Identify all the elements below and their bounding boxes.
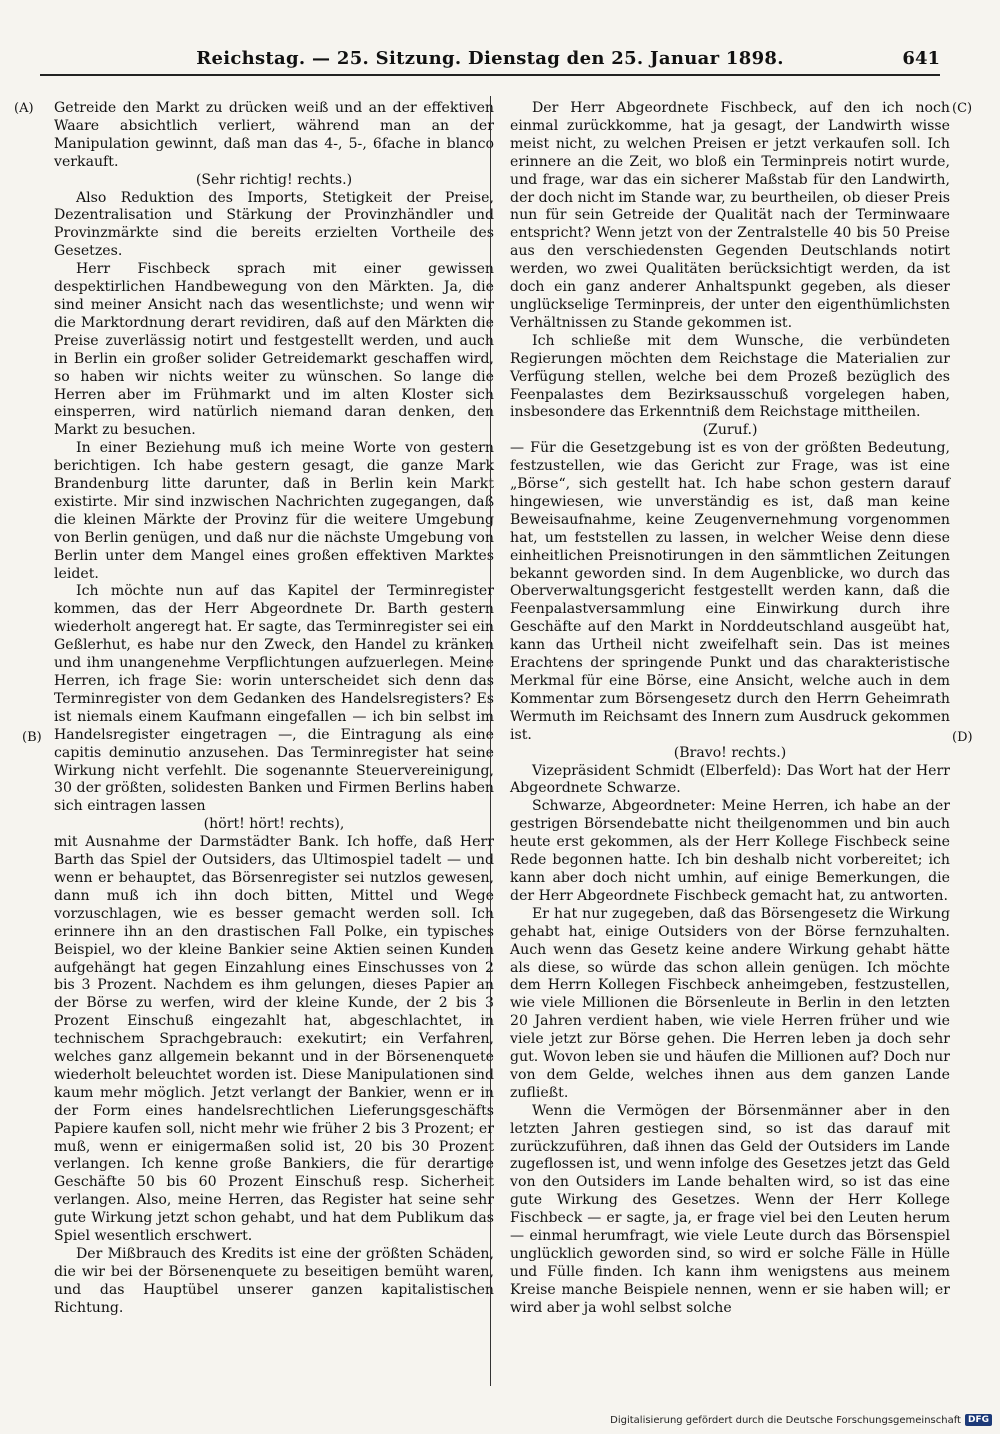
left-column-paragraph: In einer Beziehung muß ich meine Worte von gestern berichtigen. Ich habe gestern gesagt, die ganze Mark Brandenburg litte darunter, daß in Berlin kein Markt existirte. Mir sind inzwischen Nachrichten zugegangen, daß die kleinen Märkte der Provinz für die weitere Umgebung von Berlin genügen, und daß nur die nächste Umgebung von Berlin unter dem Mangel eines großen effektiven Marktes leidet. bbox=[54, 440, 494, 582]
right-column-paragraph: Der Herr Abgeordnete Fischbeck, auf den ich noch einmal zurückkomme, hat ja gesagt, der Landwirth wisse meist nicht, zu welchen Preisen er jetzt verkaufen soll. Ich erinnere an die Zeit, wo bloß ein Terminpreis notirt wurde, und frage, war das ein sicherer Maßstab für den Landwirth, der doch nicht im Stande war, zu beurtheilen, ob dieser Preis nun für sein Getreide der Qualität nach der Terminwaare entspricht? Wenn jetzt von der Zentralstelle 40 bis 50 Preise aus den verschiedensten Gegenden Deutschlands notirt werden, wo zwei Qualitäten berücksichtigt werden, da ist doch ein ganz anderer Anhaltspunkt gegeben, als dieser unglückselige Terminpreis, der unter den eigenthümlichsten Verhältnissen zu Stande gekommen ist. bbox=[510, 100, 950, 331]
footer-credit: Digitalisierung gefördert durch die Deutsche Forschungsgemeinschaft bbox=[610, 1414, 961, 1426]
page-footer bbox=[610, 1414, 992, 1426]
page-title: Reichstag. — 25. Sitzung. Dienstag den 25. Januar 1898. bbox=[196, 48, 784, 69]
right-column-paragraph: Schwarze, Abgeordneter: Meine Herren, ich habe an der gestrigen Börsendebatte nicht theilgenommen und bin auch heute erst gekommen, als der Herr Kollege Fischbeck seine Rede begonnen hatte. Ich bin deshalb nicht vorbereitet; ich kann aber doch nicht umhin, auf einige Bemerkungen, die der Herr Abgeordnete Fischbeck gemacht hat, zu antworten. bbox=[510, 798, 950, 904]
right-column-paragraph: Ich schließe mit dem Wunsche, die verbündeten Regierungen möchten dem Reichstage die Materialien zur Verfügung stellen, welche bei dem Prozeß bezüglich des Feenpalastes dem Bezirksausschuß vorgelegen haben, insbesondere das Erkenntniß dem Reichstage mittheilen. bbox=[510, 332, 950, 421]
right-column-paragraph: (Zuruf.) bbox=[702, 422, 758, 439]
right-column-paragraph: Vizepräsident Schmidt (Elberfeld): Das Wort hat der Herr Abgeordnete Schwarze. bbox=[510, 762, 950, 797]
right-column-paragraph: — Für die Gesetzgebung ist es von der größten Bedeutung, festzustellen, wie das Gericht zur Frage, was ist eine „Börse“, sich gestellt hat. Ich habe schon gestern darauf hingewiesen, wie unverständig es ist, daß man keine Beweisaufnahme, keine Zeugenvernehmung vorgenommen hat, um feststellen zu lassen, in welcher Weise denn diese einheitlichen Preisnotirungen in den sämmtlichen Zeitungen bekannt geworden sind. In dem Augenblicke, wo durch das Oberverwaltungsgericht festgestellt werden kann, daß die Feenpalastversammlung eine Einwirkung durch ihre Geschäfte auf den Markt in Norddeutschland ausgeübt hat, kann das Urtheil nicht zweifelhaft sein. Das ist meines Erachtens der springende Punkt und das charakteristische Merkmal für eine Börse, eine Ansicht, welche auch in dem Kommentar zum Börsengesetz durch den Herrn Geheimrath Wermuth im Reichsamt des Innern zum Ausdruck gekommen ist. bbox=[510, 440, 950, 743]
right-column-paragraph: Wenn die Vermögen der Börsenmänner aber in den letzten Jahren gestiegen sind, so ist das darauf mit zurückzuführen, daß ihnen das Geld der Outsiders im Lande zugeflossen ist, und wenn infolge des Gesetzes jetzt das Geld von den Outsiders im Lande behalten wird, so ist das eine gute Wirkung des Gesetzes. Wenn der Herr Kollege Fischbeck — er sagte, ja, er frage viel bei den Leuten herum — einmal herumfragt, wie viele Leute durch das Börsenspiel unglücklich geworden sind, so wird er solche Fälle in Hülle und Fülle finden. Ich kann ihm wenigstens aus meinem Kreise manche Beispiele nennen, wenn er sie haben will; er wird aber ja wohl selbst solche bbox=[510, 1102, 950, 1316]
column-divider bbox=[490, 96, 491, 1386]
margin-marker-d: (D) bbox=[952, 730, 973, 745]
left-column-paragraph: Der Mißbrauch des Kredits ist eine der größten Schäden, die wir bei der Börsenenquete zu beseitigen bemüht waren, und das Hauptübel unserer ganzen kapitalistischen Richtung. bbox=[54, 1246, 494, 1316]
left-column-paragraph: Getreide den Markt zu drücken weiß und an der effektiven Waare absichtlich verliert, während man an der Manipulation gewinnt, daß man das 4-, 5-, 6fache in blanco verkauft. bbox=[54, 100, 494, 170]
left-column-paragraph: Also Reduktion des Imports, Stetigkeit der Preise, Dezentralisation und Stärkung der Provinzhändler und Provinzmärkte sind die bereits erzielten Vortheile des Gesetzes. bbox=[54, 189, 494, 260]
left-column bbox=[54, 100, 494, 1318]
right-column bbox=[510, 100, 950, 1318]
margin-marker-a: (A) bbox=[14, 101, 34, 116]
left-column-paragraph: Ich möchte nun auf das Kapitel der Terminregister kommen, das der Herr Abgeordnete Dr. Barth gestern wiederholt angeregt hat. Er sagte, das Terminregister sei ein Geßlerhut, es habe nur den Zweck, den Handel zu kränken und ihm unangenehme Verpflichtungen aufzuerlegen. Meine Herren, ich frage Sie: worin unterscheidet sich denn das Terminregister von dem Gedanken des Handelsregisters? Es ist niemals einem Kaufmann eingefallen — ich bin selbst im Handelsregister eingetragen —, die Eintragung als eine capitis deminutio anzusehen. Das Terminregister hat seine Wirkung nicht verfehlt. Die sogenannte Steuervereinigung, 30 der größten, solidesten Banken und Firmen Berlins haben sich eintragen lassen bbox=[54, 583, 494, 815]
left-column-paragraph: Herr Fischbeck sprach mit einer gewissen despektirlichen Handbewegung von den Märkten. Ja, die sind meiner Ansicht nach das wesentlichste; und wenn wir die Marktordnung derart revidiren, daß auf den Märkten die Preise zuverlässig notirt und festgestellt werden, und auch in Berlin ein großer solider Getreidemarkt geschaffen wird, so haben wir nichts weiter zu wünschen. So lange die Herren aber im Frühmarkt und im alten Kloster sich einsperren, wird natürlich niemand daran denken, den Markt zu besuchen. bbox=[54, 261, 494, 439]
right-column-paragraph: Er hat nur zugegeben, daß das Börsengesetz die Wirkung gehabt hat, einige Outsiders von der Börse fernzuhalten. Auch wenn das Gesetz keine andere Wirkung gehabt hätte als diese, so würde das schon allein genügen. Ich möchte dem Herrn Kollegen Fischbeck anheimgeben, festzustellen, wie viele Millionen die Börsenleute in Berlin in den letzten 20 Jahren verdient haben, wie viele Herren früher und wie viele jetzt zur Börse gehen. Die Herren leben ja doch sehr gut. Wovon leben sie und häufen die Millionen auf? Doch nur von dem Gelde, welches ihnen aus dem ganzen Lande zufließt. bbox=[510, 905, 950, 1101]
left-column-paragraph: mit Ausnahme der Darmstädter Bank. Ich hoffe, daß Herr Barth das Spiel der Outsiders, das Ultimospiel tadelt — und wenn er behauptet, das Börsenregister sei nutzlos gewesen, dann muß ich ihn doch bitten, Mittel und Wege vorzuschlagen, wie es besser gemacht werden soll. Ich erinnere ihn an den drastischen Fall Polke, ein typisches Beispiel, wo der kleine Bankier seine Aktien seinen Kunden aufgehängt hat gegen Einzahlung eines Einschusses von 2 bis 3 Prozent. Nachdem es ihm gelungen, dieses Papier an der Börse zu werfen, wird der kleine Kunde, der 2 bis 3 Prozent Einschuß eingezahlt hat, abgeschlachtet, in technischem Sprachgebrauch: exekutirt; ein Verfahren, welches ganz allgemein bekannt und in der Börsenenquete wiederholt beleuchtet worden ist. Diese Manipulationen sind kaum mehr möglich. Jetzt verlangt der Bankier, wenn er in der Form eines handelsrechtlichen Lieferungsgeschäfts Papiere kaufen soll, nicht mehr wie früher 2 bis 3 Prozent; er muß, wenn er einigermaßen solid ist, 20 bis 30 Prozent verlangen. Ich kenne große Bankiers, die für derartige Geschäfte 50 bis 60 Prozent Einschuß resp. Sicherheit verlangen. Also, meine Herren, das Register hat seine sehr gute Wirkung jetzt schon gehabt, und hat dem Publikum das Spiel wesentlich erschwert. bbox=[54, 834, 494, 1245]
left-column-paragraph: (hört! hört! rechts), bbox=[203, 816, 345, 833]
right-column-paragraph: (Bravo! rechts.) bbox=[673, 744, 787, 761]
margin-marker-c: (C) bbox=[952, 101, 973, 116]
margin-marker-b: (B) bbox=[22, 730, 42, 745]
page-header bbox=[40, 48, 940, 76]
page-number: 641 bbox=[902, 48, 940, 69]
left-column-paragraph: (Sehr richtig! rechts.) bbox=[195, 171, 353, 188]
dfg-logo: DFG bbox=[965, 1414, 992, 1426]
